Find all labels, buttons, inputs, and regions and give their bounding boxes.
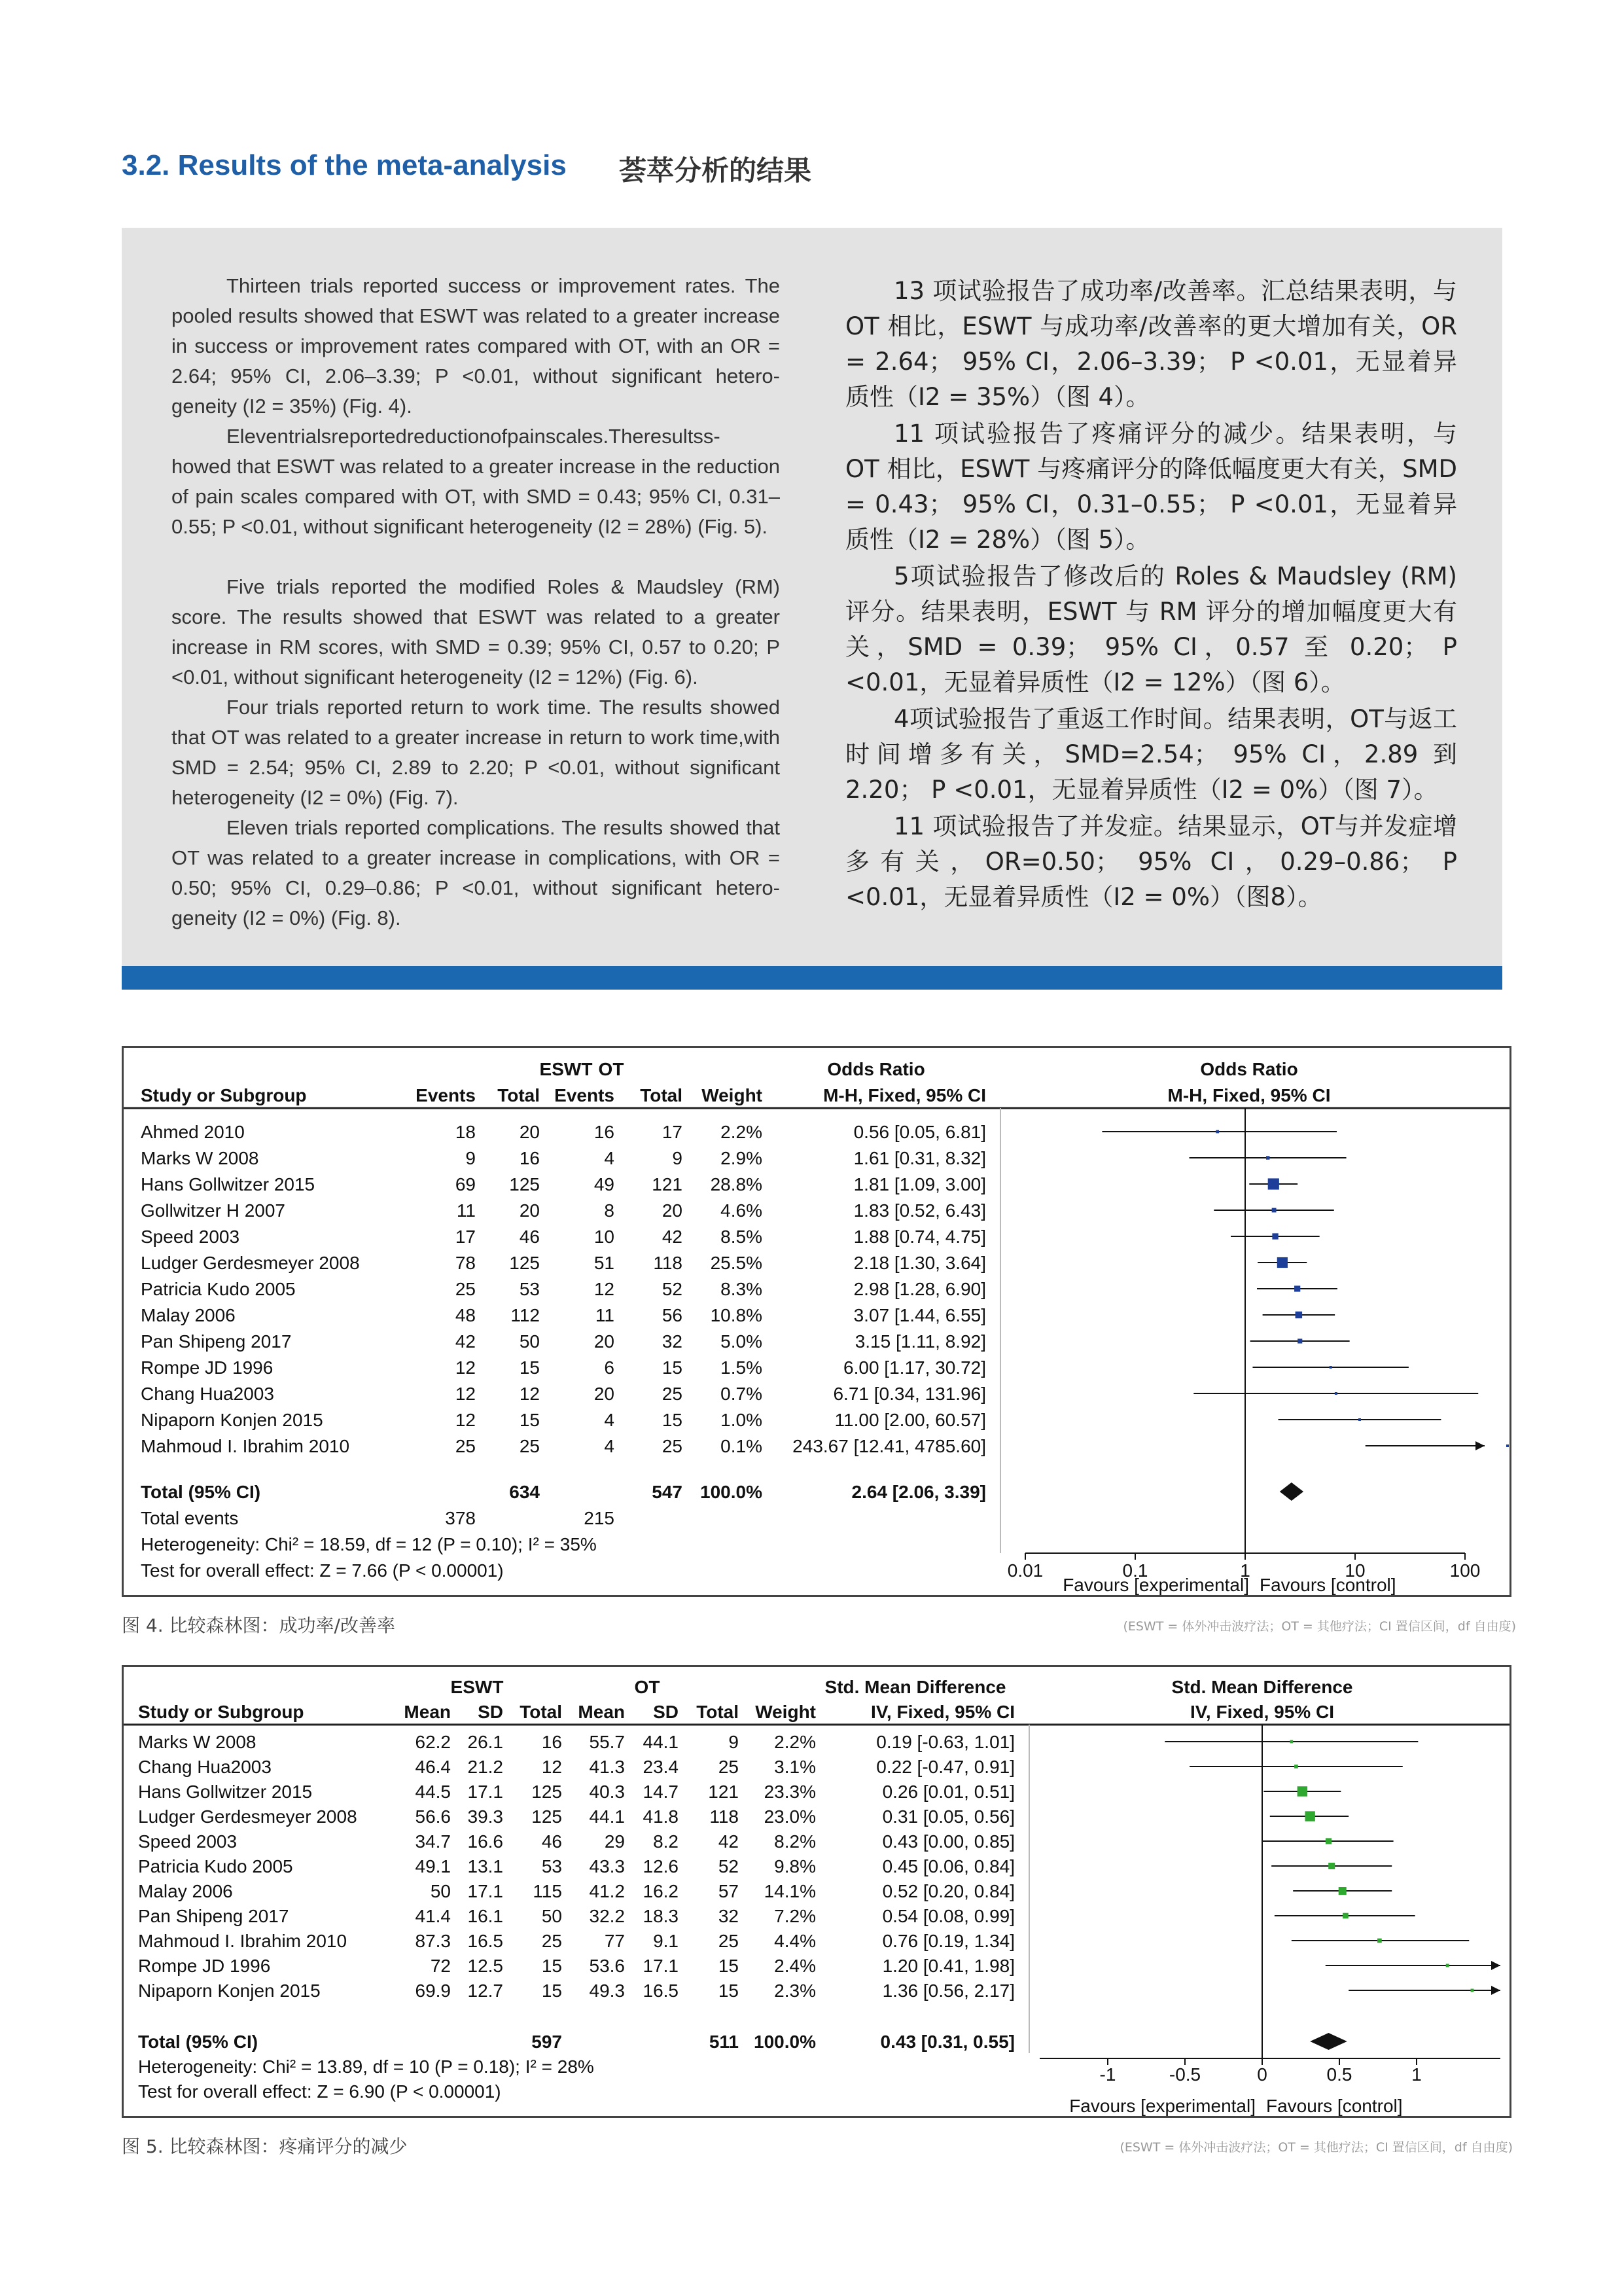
fig5-total2: 32 <box>718 1906 739 1926</box>
fig4-study-name: Rompe JD 1996 <box>141 1357 274 1378</box>
fig4-total2: 25 <box>662 1384 682 1404</box>
fig5-study-name: Speed 2003 <box>138 1831 238 1852</box>
fig4-group2-label: OT <box>598 1059 624 1079</box>
fig4-total1: 15 <box>519 1357 540 1378</box>
fig5-tick-label: 0 <box>1257 2064 1267 2085</box>
fig5-sd1: 17.1 <box>467 1782 503 1802</box>
fig5-header-sd2: SD <box>653 1702 679 1722</box>
fig4-ci-text: 6.71 [0.34, 131.96] <box>833 1384 986 1404</box>
fig4-total2: 42 <box>662 1227 682 1247</box>
fig5-pooled-diamond <box>1310 2033 1347 2050</box>
fig4-effect-title-left: Odds Ratio <box>827 1059 925 1079</box>
fig5-point-estimate <box>1305 1811 1315 1821</box>
fig5-sd2: 23.4 <box>643 1757 679 1777</box>
fig5-total2: 57 <box>718 1881 739 1901</box>
fig5-header-total1: Total <box>520 1702 562 1722</box>
fig5-total1: 50 <box>541 1906 562 1926</box>
fig5-total2: 15 <box>718 1981 739 2001</box>
fig5-mean1: 44.5 <box>415 1782 451 1802</box>
fig5-sd2: 17.1 <box>643 1956 679 1976</box>
fig4-pooled-diamond <box>1280 1482 1303 1501</box>
fig4-total2: 52 <box>662 1279 682 1299</box>
fig4-weight: 8.5% <box>720 1227 762 1247</box>
fig4-header-ci-left: M-H, Fixed, 95% CI <box>823 1085 986 1105</box>
fig4-study-name: Hans Gollwitzer 2015 <box>141 1174 315 1194</box>
fig5-point-estimate <box>1297 1786 1307 1796</box>
fig4-ci-text: 3.07 [1.44, 6.55] <box>853 1305 986 1325</box>
fig5-tick-label: 0.5 <box>1326 2064 1352 2085</box>
fig5-mean2: 43.3 <box>589 1856 625 1876</box>
fig5-tick-label: -0.5 <box>1169 2064 1201 2085</box>
fig4-events1: 18 <box>455 1122 476 1142</box>
fig4-tick-label: 0.1 <box>1122 1560 1148 1581</box>
figure-5-caption: 图 5. 比较森林图：疼痛评分的减少 <box>122 2136 408 2157</box>
fig4-header-events1: Events <box>415 1085 476 1105</box>
fig4-ci-text: 2.98 [1.28, 6.90] <box>853 1279 986 1299</box>
fig4-events2: 12 <box>593 1279 614 1299</box>
fig4-total1: 46 <box>519 1227 540 1247</box>
fig5-sd2: 41.8 <box>643 1806 679 1827</box>
fig5-header-weight: Weight <box>755 1702 816 1722</box>
fig5-sd1: 17.1 <box>467 1881 503 1901</box>
fig4-total2: 25 <box>662 1436 682 1456</box>
fig5-mean1: 62.2 <box>415 1732 451 1752</box>
fig5-header-total2: Total <box>696 1702 739 1722</box>
fig5-total-ci: 0.43 [0.31, 0.55] <box>880 2032 1015 2052</box>
fig5-point-estimate <box>1294 1765 1298 1768</box>
fig4-weight: 2.9% <box>720 1148 762 1168</box>
fig5-point-estimate <box>1343 1913 1349 1919</box>
fig4-weight: 28.8% <box>710 1174 762 1194</box>
fig5-header-study: Study or Subgroup <box>138 1702 304 1722</box>
fig5-heterogeneity: Heterogeneity: Chi² = 13.89, df = 10 (P = 0.18); I² = 28% <box>138 2056 594 2077</box>
fig5-total1: 12 <box>541 1757 562 1777</box>
section-heading-en: 3.2. Results of the meta-analysis <box>122 149 567 181</box>
fig4-events1: 25 <box>455 1436 476 1456</box>
fig4-events1: 9 <box>465 1148 476 1168</box>
fig5-ci-arrow <box>1491 1961 1500 1970</box>
fig5-mean2: 32.2 <box>589 1906 625 1926</box>
fig5-sd1: 12.7 <box>467 1981 503 2001</box>
fig4-point-estimate <box>1268 1178 1279 1189</box>
fig4-total1: 15 <box>519 1410 540 1430</box>
fig5-effect-title-left: Std. Mean Difference <box>824 1677 1006 1697</box>
section-heading-zh: 荟萃分析的结果 <box>619 154 812 187</box>
fig5-mean2: 29 <box>604 1831 625 1852</box>
fig4-weight: 0.7% <box>720 1384 762 1404</box>
fig5-mean1: 56.6 <box>415 1806 451 1827</box>
fig5-weight: 8.2% <box>774 1831 816 1852</box>
fig5-total2: 9 <box>728 1732 739 1752</box>
fig4-events2: 20 <box>593 1384 614 1404</box>
fig5-sd2: 16.2 <box>643 1881 679 1901</box>
fig4-events1: 69 <box>455 1174 476 1194</box>
en-paragraph-complications: Eleven trials reported complications. The results showed that OT was related to a greater increase in complications, with OR = 0.50; 95% CI, 0.29–0.86; P <0.01, without significant hetero- geneity (I2 = 0%) (Fig. 8). <box>171 816 780 929</box>
fig5-study-name: Patricia Kudo 2005 <box>138 1856 293 1876</box>
fig5-weight: 23.0% <box>764 1806 816 1827</box>
fig5-point-estimate <box>1328 1863 1335 1869</box>
zh-paragraph-work: 4项试验报告了重返工作时间。结果表明，OT与返工时间增多有关，SMD=2.54； 95% CI，2.89 到 2.20； P <0.01，无显着异质性（I2 = 0%）（图 7）。 <box>845 705 1457 804</box>
en-paragraph-rm: Five trials reported the modified Roles & Maudsley (RM) score. The results showed that ESWT was related to a greater increase in RM scores, with SMD = 0.39; 95% CI, 0.57 to 0.20; P <0.01, without significant heterogeneity (I2 = 12%) (Fig. 6). <box>171 575 780 689</box>
fig5-study-name: Rompe JD 1996 <box>138 1956 271 1976</box>
fig4-total1: 125 <box>509 1174 540 1194</box>
fig4-total1: 125 <box>509 1253 540 1273</box>
fig5-study-name: Marks W 2008 <box>138 1732 256 1752</box>
fig4-weight: 1.5% <box>720 1357 762 1378</box>
fig4-events2: 6 <box>604 1357 614 1378</box>
figure-4-caption: 图 4. 比较森林图：成功率/改善率 <box>122 1615 395 1636</box>
fig5-group2-label: OT <box>634 1677 660 1697</box>
fig4-events2: 16 <box>593 1122 614 1142</box>
fig5-ci-text: 0.31 [0.05, 0.56] <box>882 1806 1015 1827</box>
figure-5-box <box>122 1665 1511 2118</box>
fig4-ci-text: 1.88 [0.74, 4.75] <box>853 1227 986 1247</box>
fig4-events2: 4 <box>604 1410 614 1430</box>
fig4-total-events2: 215 <box>584 1508 614 1528</box>
fig4-events1: 42 <box>455 1331 476 1352</box>
fig5-sd1: 16.5 <box>467 1931 503 1951</box>
fig4-ci-text: 1.61 [0.31, 8.32] <box>853 1148 986 1168</box>
fig5-ci-text: 0.45 [0.06, 0.84] <box>882 1856 1015 1876</box>
fig5-total-n1: 597 <box>531 2032 562 2052</box>
fig4-total2: 20 <box>662 1200 682 1221</box>
fig5-total-label: Total (95% CI) <box>138 2032 258 2052</box>
fig4-total2: 56 <box>662 1305 682 1325</box>
fig5-point-estimate <box>1377 1939 1382 1943</box>
fig4-total2: 32 <box>662 1331 682 1352</box>
fig5-point-estimate <box>1326 1838 1332 1844</box>
fig4-total1: 53 <box>519 1279 540 1299</box>
fig5-header-mean1: Mean <box>404 1702 451 1722</box>
fig4-total-events-label: Total events <box>141 1508 239 1528</box>
fig5-weight: 2.4% <box>774 1956 816 1976</box>
fig5-total1: 125 <box>531 1806 562 1827</box>
fig5-total1: 46 <box>541 1831 562 1852</box>
fig5-ci-text: 1.20 [0.41, 1.98] <box>882 1956 1015 1976</box>
fig4-weight: 5.0% <box>720 1331 762 1352</box>
fig4-events2: 20 <box>593 1331 614 1352</box>
fig4-events1: 48 <box>455 1305 476 1325</box>
fig4-total1: 20 <box>519 1122 540 1142</box>
fig4-weight: 1.0% <box>720 1410 762 1430</box>
fig5-total2: 42 <box>718 1831 739 1852</box>
fig5-ci-text: 0.52 [0.20, 0.84] <box>882 1881 1015 1901</box>
fig4-total-weight: 100.0% <box>700 1482 762 1502</box>
fig5-mean2: 77 <box>604 1931 625 1951</box>
fig5-total-n2: 511 <box>709 2032 739 2052</box>
fig4-header-total2: Total <box>640 1085 682 1105</box>
fig4-weight: 8.3% <box>720 1279 762 1299</box>
fig4-header-study: Study or Subgroup <box>141 1085 307 1105</box>
fig5-point-estimate <box>1446 1964 1449 1967</box>
fig4-weight: 10.8% <box>710 1305 762 1325</box>
en-paragraph-success: Thirteen trials reported success or improvement rates. The pooled results showed that ESWT was related to a greater increase in success or improvement rates compared with OT, with an OR = 2.64; 95% CI, 2.06–3.39; P <0.01, without significant hetero- geneity (I2 = 35%) (Fig. 4). <box>171 274 780 418</box>
fig5-sd1: 12.5 <box>467 1956 503 1976</box>
fig4-events1: 25 <box>455 1279 476 1299</box>
fig4-ci-text: 1.83 [0.52, 6.43] <box>853 1200 986 1221</box>
fig4-total1: 25 <box>519 1436 540 1456</box>
fig5-favours-left: Favours [experimental] <box>1069 2096 1256 2116</box>
fig5-ci-text: 0.43 [0.00, 0.85] <box>882 1831 1015 1852</box>
fig4-total2: 15 <box>662 1357 682 1378</box>
fig4-study-name: Pan Shipeng 2017 <box>141 1331 292 1352</box>
fig4-total2: 17 <box>662 1122 682 1142</box>
fig5-mean1: 49.1 <box>415 1856 451 1876</box>
fig4-header-total1: Total <box>497 1085 540 1105</box>
fig4-events1: 17 <box>455 1227 476 1247</box>
en-paragraph-pain: Eleventrialsreportedreductionofpainscales.Theresultss- howed that ESWT was related to a greater increase in the reduction of pain scales compared with OT, with SMD = 0.43; 95% CI, 0.31–0.55; P <0.01, without significant heterogeneity (I2 = 28%) (Fig. 5). <box>171 425 780 538</box>
fig5-weight: 7.2% <box>774 1906 816 1926</box>
fig4-tick-label: 0.01 <box>1007 1560 1044 1581</box>
fig4-header-ci-right: M-H, Fixed, 95% CI <box>1167 1085 1331 1105</box>
fig5-mean1: 46.4 <box>415 1757 451 1777</box>
fig4-total2: 15 <box>662 1410 682 1430</box>
fig5-total1: 16 <box>541 1732 562 1752</box>
fig5-ci-text: 0.26 [0.01, 0.51] <box>882 1782 1015 1802</box>
fig5-total1: 53 <box>541 1856 562 1876</box>
fig4-tick-label: 1 <box>1240 1560 1250 1581</box>
fig5-weight: 14.1% <box>764 1881 816 1901</box>
fig4-point-estimate <box>1272 1208 1277 1213</box>
fig5-ci-text: 1.36 [0.56, 2.17] <box>882 1981 1015 2001</box>
fig4-study-name: Marks W 2008 <box>141 1148 259 1168</box>
fig5-study-name: Pan Shipeng 2017 <box>138 1906 289 1926</box>
fig4-point-estimate <box>1216 1130 1219 1134</box>
fig5-weight: 2.2% <box>774 1732 816 1752</box>
fig5-tick-label: -1 <box>1099 2064 1116 2085</box>
fig4-weight: 25.5% <box>710 1253 762 1273</box>
fig4-point-estimate <box>1297 1338 1302 1343</box>
fig4-total-ci: 2.64 [2.06, 3.39] <box>851 1482 986 1502</box>
figure-5-note: (ESWT = 体外冲击波疗法；OT = 其他疗法；CI 置信区间，df 自由度) <box>1120 2140 1513 2155</box>
zh-paragraph-pain: 11 项试验报告了疼痛评分的减少。结果表明，与 OT 相比，ESWT 与疼痛评分的降低幅度更大有关，SMD = 0.43； 95% CI，0.31–0.55； P <0.01，无显着异质性（I2 = 28%）（图 5）。 <box>845 420 1457 554</box>
fig5-header-mean2: Mean <box>578 1702 625 1722</box>
fig4-total1: 12 <box>519 1384 540 1404</box>
fig5-sd1: 16.6 <box>467 1831 503 1852</box>
fig5-sd1: 21.2 <box>467 1757 503 1777</box>
fig4-weight: 0.1% <box>720 1436 762 1456</box>
fig4-group1-label: ESWT <box>539 1059 593 1079</box>
fig5-total-weight: 100.0% <box>754 2032 816 2052</box>
fig4-weight: 2.2% <box>720 1122 762 1142</box>
fig5-study-name: Nipaporn Konjen 2015 <box>138 1981 321 2001</box>
fig4-point-estimate <box>1335 1392 1337 1395</box>
fig4-events2: 4 <box>604 1148 614 1168</box>
fig4-ci-text: 6.00 [1.17, 30.72] <box>843 1357 986 1378</box>
fig5-study-name: Chang Hua2003 <box>138 1757 272 1777</box>
fig5-effect-title-right: Std. Mean Difference <box>1171 1677 1353 1697</box>
fig5-ci-text: 0.19 [-0.63, 1.01] <box>876 1732 1015 1752</box>
forest-plot-std-mean-difference <box>124 1667 1509 2116</box>
fig4-ci-text: 0.56 [0.05, 6.81] <box>853 1122 986 1142</box>
fig5-mean1: 87.3 <box>415 1931 451 1951</box>
fig4-favours-right: Favours [control] <box>1260 1575 1396 1595</box>
fig4-weight: 4.6% <box>720 1200 762 1221</box>
fig5-mean2: 40.3 <box>589 1782 625 1802</box>
fig5-point-estimate <box>1339 1887 1347 1895</box>
fig4-events2: 10 <box>593 1227 614 1247</box>
fig5-ci-text: 0.76 [0.19, 1.34] <box>882 1931 1015 1951</box>
fig5-sd2: 8.2 <box>653 1831 679 1852</box>
fig4-point-estimate <box>1358 1418 1361 1421</box>
fig5-total1: 125 <box>531 1782 562 1802</box>
fig5-study-name: Ludger Gerdesmeyer 2008 <box>138 1806 357 1827</box>
fig4-header-weight: Weight <box>701 1085 762 1105</box>
zh-paragraph-complications: 11 项试验报告了并发症。结果显示，OT与并发症增多有关，OR=0.50； 95% CI，0.29–0.86； P <0.01，无显着异质性（I2 = 0%）（图8）。 <box>845 812 1457 911</box>
fig4-events2: 11 <box>595 1305 614 1325</box>
fig5-total2: 121 <box>708 1782 739 1802</box>
fig4-study-name: Speed 2003 <box>141 1227 240 1247</box>
fig5-weight: 9.8% <box>774 1856 816 1876</box>
fig5-total2: 118 <box>709 1806 739 1827</box>
fig4-events1: 11 <box>456 1200 476 1221</box>
fig4-effect-title-right: Odds Ratio <box>1200 1059 1298 1079</box>
fig4-ci-text: 1.81 [1.09, 3.00] <box>853 1174 986 1194</box>
fig5-mean2: 41.2 <box>589 1881 625 1901</box>
fig4-events1: 12 <box>455 1384 476 1404</box>
fig5-weight: 2.3% <box>774 1981 816 2001</box>
fig5-sd2: 16.5 <box>643 1981 679 2001</box>
fig4-point-estimate <box>1330 1366 1332 1369</box>
fig5-sd1: 39.3 <box>467 1806 503 1827</box>
fig5-total2: 52 <box>718 1856 739 1876</box>
fig4-ci-arrow <box>1475 1441 1485 1450</box>
fig4-total2: 9 <box>672 1148 682 1168</box>
fig4-total1: 20 <box>519 1200 540 1221</box>
en-paragraph-work: Four trials reported return to work time. The results showed that OT was related to a greater increase in return to work time,with SMD = 2.54; 95% CI, 2.89 to 2.20; P <0.01, without significant heterogeneity (I2 = 0%) (Fig. 7). <box>171 696 780 809</box>
figure-4-note: (ESWT = 体外冲击波疗法；OT = 其他疗法；CI 置信区间，df 自由度) <box>1123 1619 1516 1634</box>
fig4-heterogeneity: Heterogeneity: Chi² = 18.59, df = 12 (P = 0.10); I² = 35% <box>141 1534 597 1554</box>
fig5-sd2: 12.6 <box>643 1856 679 1876</box>
fig5-total1: 25 <box>541 1931 562 1951</box>
fig4-point-estimate <box>1277 1257 1288 1268</box>
fig4-events1: 12 <box>455 1410 476 1430</box>
fig5-ci-text: 0.54 [0.08, 0.99] <box>882 1906 1015 1926</box>
fig4-header-events2: Events <box>554 1085 614 1105</box>
fig4-total1: 112 <box>510 1305 540 1325</box>
fig5-mean2: 49.3 <box>589 1981 625 2001</box>
fig4-events1: 78 <box>455 1253 476 1273</box>
fig5-header-ci-left: IV, Fixed, 95% CI <box>871 1702 1015 1722</box>
fig5-mean1: 50 <box>430 1881 451 1901</box>
zh-paragraph-rm: 5项试验报告了修改后的 Roles & Maudsley (RM) 评分。结果表明，ESWT 与 RM 评分的增加幅度更大有关，SMD = 0.39； 95% CI，0.57 至 0.20； P <0.01，无显着异质性（I2 = 12%）（图 6）。 <box>845 562 1457 696</box>
fig4-study-name: Ludger Gerdesmeyer 2008 <box>141 1253 360 1273</box>
fig4-study-name: Malay 2006 <box>141 1305 236 1325</box>
fig4-total2: 118 <box>653 1253 682 1273</box>
fig4-study-name: Chang Hua2003 <box>141 1384 274 1404</box>
fig4-point-estimate <box>1272 1233 1278 1239</box>
figure-4-box <box>122 1046 1511 1597</box>
fig5-overall-effect: Test for overall effect: Z = 6.90 (P < 0.00001) <box>138 2081 501 2102</box>
fig4-point-estimate <box>1506 1444 1509 1447</box>
fig5-total1: 15 <box>541 1981 562 2001</box>
fig5-sd1: 16.1 <box>467 1906 503 1926</box>
fig5-sd2: 44.1 <box>643 1732 679 1752</box>
fig4-favours-left: Favours [experimental] <box>1063 1575 1249 1595</box>
fig5-total2: 15 <box>718 1956 739 1976</box>
fig5-group1-label: ESWT <box>450 1677 504 1697</box>
fig5-sd1: 13.1 <box>467 1856 503 1876</box>
fig4-tick-label: 100 <box>1449 1560 1481 1581</box>
fig5-header-sd1: SD <box>478 1702 503 1722</box>
fig4-study-name: Nipaporn Konjen 2015 <box>141 1410 323 1430</box>
fig4-study-name: Ahmed 2010 <box>141 1122 245 1142</box>
fig5-mean2: 41.3 <box>589 1757 625 1777</box>
fig4-study-name: Patricia Kudo 2005 <box>141 1279 296 1299</box>
fig5-weight: 3.1% <box>774 1757 816 1777</box>
zh-paragraph-success: 13 项试验报告了成功率/改善率。汇总结果表明，与 OT 相比，ESWT 与成功率/改善率的更大增加有关，OR = 2.64； 95% CI，2.06–3.39； P <0.01，无显着异质性（I2 = 35%）（图 4）。 <box>845 277 1457 411</box>
blue-divider-bar <box>122 966 1502 990</box>
fig5-total1: 115 <box>533 1881 562 1901</box>
fig5-mean1: 34.7 <box>415 1831 451 1852</box>
fig4-events2: 51 <box>593 1253 614 1273</box>
fig4-events2: 49 <box>593 1174 614 1194</box>
fig4-total-n1: 634 <box>509 1482 540 1502</box>
fig4-ci-text: 2.18 [1.30, 3.64] <box>853 1253 986 1273</box>
fig4-events2: 4 <box>604 1436 614 1456</box>
fig4-total1: 16 <box>519 1148 540 1168</box>
fig5-weight: 4.4% <box>774 1931 816 1951</box>
fig4-tick-label: 10 <box>1345 1560 1366 1581</box>
fig5-mean1: 41.4 <box>415 1906 451 1926</box>
fig4-ci-text: 3.15 [1.11, 8.92] <box>855 1331 986 1352</box>
fig5-sd1: 26.1 <box>467 1732 503 1752</box>
fig5-sd2: 18.3 <box>643 1906 679 1926</box>
fig5-mean2: 53.6 <box>589 1956 625 1976</box>
fig4-study-name: Gollwitzer H 2007 <box>141 1200 285 1221</box>
fig5-mean1: 72 <box>430 1956 451 1976</box>
fig4-total-events1: 378 <box>445 1508 476 1528</box>
fig5-study-name: Mahmoud I. Ibrahim 2010 <box>138 1931 347 1951</box>
fig5-total2: 25 <box>718 1757 739 1777</box>
fig4-events1: 12 <box>455 1357 476 1378</box>
forest-plot-odds-ratio <box>124 1048 1509 1595</box>
fig5-favours-right: Favours [control] <box>1266 2096 1403 2116</box>
fig5-mean2: 55.7 <box>589 1732 625 1752</box>
fig4-point-estimate <box>1294 1285 1300 1291</box>
fig4-overall-effect: Test for overall effect: Z = 7.66 (P < 0.00001) <box>141 1560 504 1581</box>
fig5-sd2: 9.1 <box>653 1931 679 1951</box>
fig5-point-estimate <box>1471 1989 1474 1992</box>
fig5-weight: 23.3% <box>764 1782 816 1802</box>
fig5-total2: 25 <box>718 1931 739 1951</box>
fig4-total2: 121 <box>652 1174 682 1194</box>
fig5-total1: 15 <box>541 1956 562 1976</box>
fig5-sd2: 14.7 <box>643 1782 679 1802</box>
fig5-point-estimate <box>1290 1740 1293 1744</box>
fig4-ci-text: 243.67 [12.41, 4785.60] <box>792 1436 986 1456</box>
fig4-total-label: Total (95% CI) <box>141 1482 261 1502</box>
fig4-total-n2: 547 <box>652 1482 682 1502</box>
fig5-tick-label: 1 <box>1411 2064 1422 2085</box>
fig5-study-name: Malay 2006 <box>138 1881 233 1901</box>
fig4-point-estimate <box>1266 1156 1269 1159</box>
fig5-mean2: 44.1 <box>589 1806 625 1827</box>
fig4-total1: 50 <box>519 1331 540 1352</box>
fig5-header-ci-right: IV, Fixed, 95% CI <box>1190 1702 1334 1722</box>
fig5-ci-text: 0.22 [-0.47, 0.91] <box>876 1757 1015 1777</box>
fig4-point-estimate <box>1296 1312 1303 1319</box>
fig4-events2: 8 <box>604 1200 614 1221</box>
fig4-study-name: Mahmoud I. Ibrahim 2010 <box>141 1436 350 1456</box>
fig5-ci-arrow <box>1491 1986 1500 1995</box>
fig5-study-name: Hans Gollwitzer 2015 <box>138 1782 313 1802</box>
fig5-mean1: 69.9 <box>415 1981 451 2001</box>
fig4-ci-text: 11.00 [2.00, 60.57] <box>834 1410 986 1430</box>
